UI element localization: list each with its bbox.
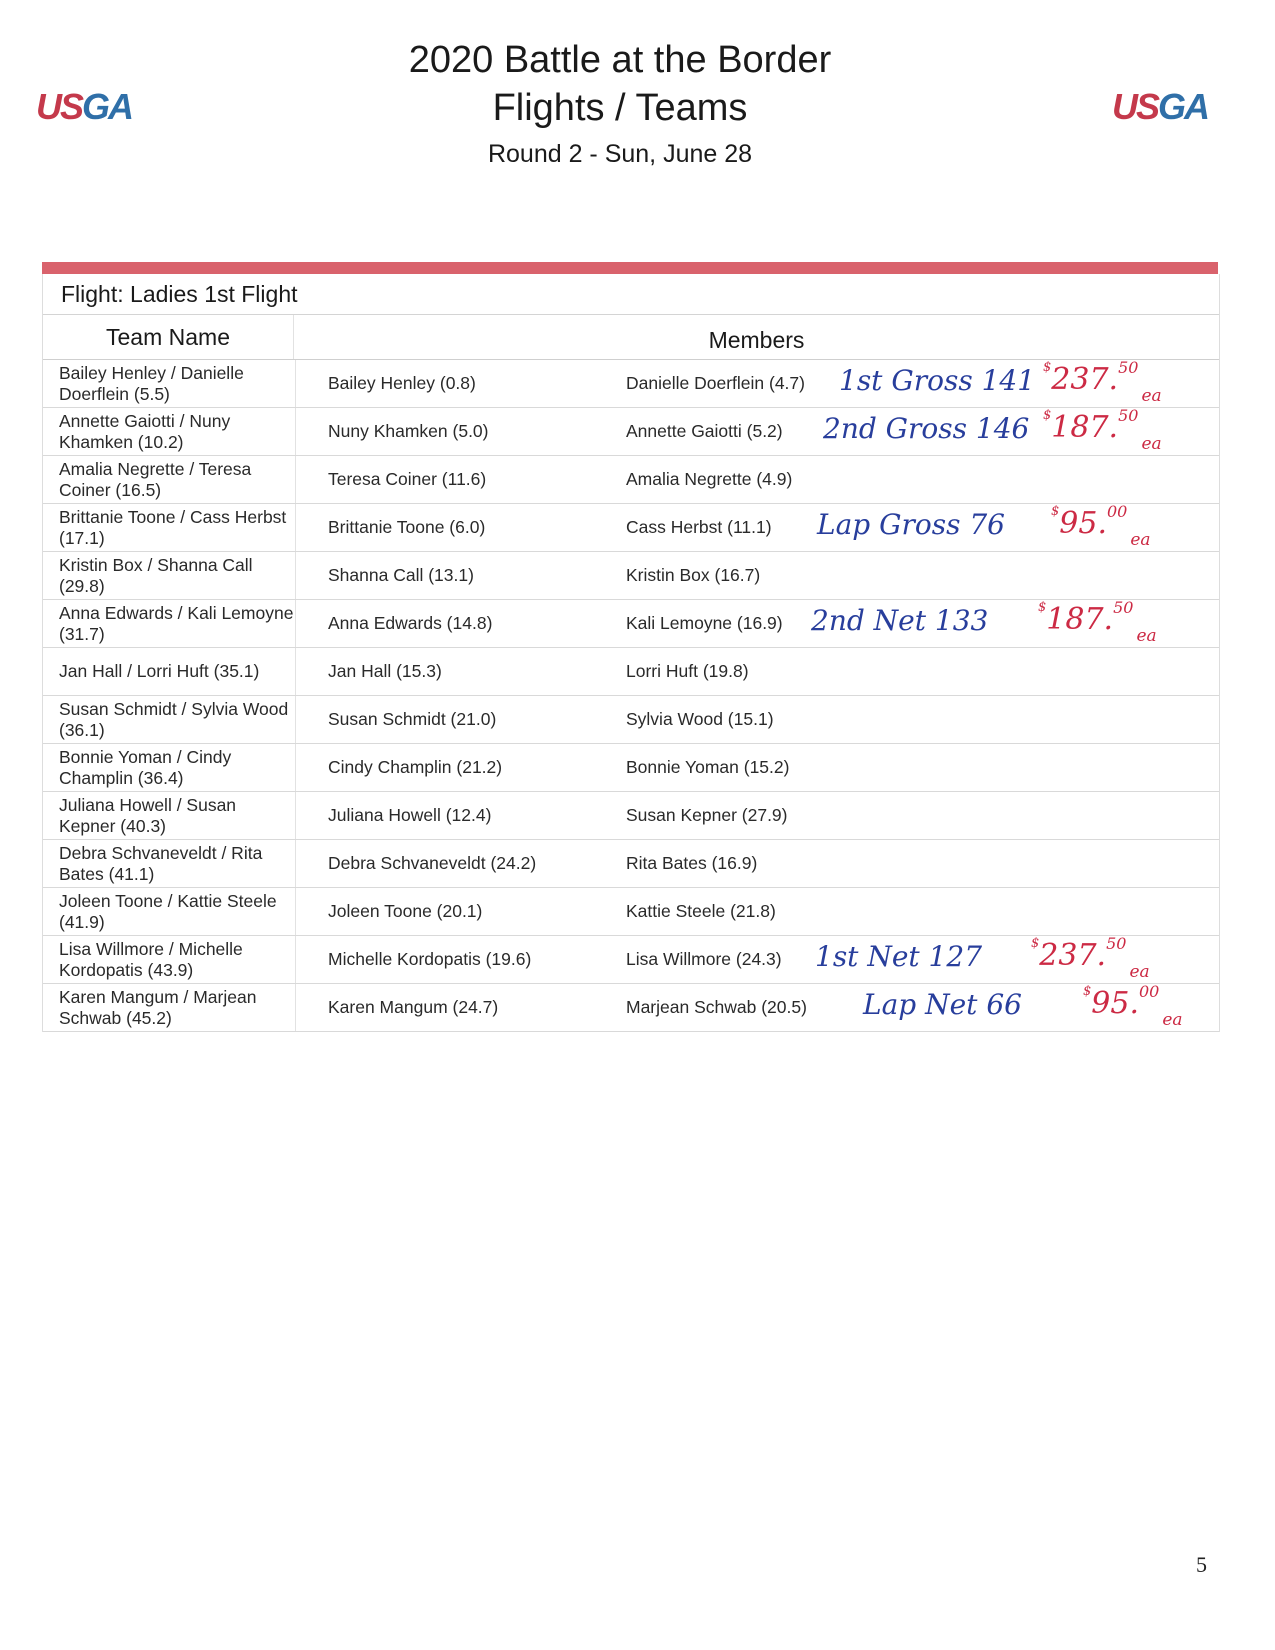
table-row [43, 888, 1219, 936]
member-2-cell: Lorri Huft (19.8) [626, 661, 749, 681]
team-name-cell [43, 360, 296, 407]
page-title-secondary: Flights / Teams [492, 87, 748, 129]
member-2-cell: Annette Gaiotti (5.2) [626, 421, 783, 441]
prize-cents: 00 [1139, 982, 1160, 1001]
member-2-cell: Cass Herbst (11.1) [626, 517, 772, 537]
team-name-cell [43, 888, 296, 935]
prize-cents: 50 [1106, 934, 1127, 953]
prize-cents: 50 [1113, 598, 1134, 617]
member-1-cell: Shanna Call (13.1) [328, 565, 474, 585]
member-1-cell: Anna Edwards (14.8) [328, 613, 493, 633]
prize-cents: 50 [1118, 358, 1139, 377]
member-2-cell: Susan Kepner (27.9) [626, 805, 788, 825]
prize-each-label: ea [1130, 530, 1151, 550]
handwritten-prize-amount [1051, 502, 1151, 550]
table-row [43, 600, 1219, 648]
team-name-text: Joleen Toone / Kattie Steele (41.9) [59, 890, 277, 932]
team-name-text: Bailey Henley / Danielle Doerflein (5.5) [59, 362, 244, 404]
team-name-cell [43, 696, 296, 743]
member-2-cell: Bonnie Yoman (15.2) [626, 757, 790, 777]
usga-logo-left: USGA [36, 86, 133, 127]
team-name-text: Kristin Box / Shanna Call (29.8) [59, 554, 253, 596]
team-name-text: Bonnie Yoman / Cindy Champlin (36.4) [59, 746, 232, 788]
dollar-sign: $ [1083, 984, 1092, 999]
table-row [43, 984, 1219, 1032]
table-body [43, 360, 1219, 1032]
dollar-sign: $ [1043, 408, 1052, 423]
dollar-sign: $ [1043, 360, 1052, 375]
handwritten-prize-amount [1083, 982, 1183, 1030]
page-title: 2020 Battle at the Border [408, 39, 832, 81]
member-2-cell: Kristin Box (16.7) [626, 565, 761, 585]
page-number: 5 [1196, 1552, 1207, 1577]
prize-cents: 50 [1118, 406, 1139, 425]
team-name-cell [43, 936, 296, 983]
handwritten-result-note: 2nd Net 133 [811, 604, 989, 637]
team-name-cell [43, 456, 296, 503]
handwritten-result-note: Lap Gross 76 [817, 508, 1005, 541]
prize-dollars: 237. [1039, 938, 1107, 973]
member-2-cell: Sylvia Wood (15.1) [626, 709, 774, 729]
flight-label: Flight: Ladies 1st Flight [43, 274, 1219, 315]
team-name-text: Anna Edwards / Kali Lemoyne (31.7) [59, 602, 294, 644]
member-1-cell: Michelle Kordopatis (19.6) [328, 949, 532, 969]
member-1-cell: Jan Hall (15.3) [328, 661, 442, 681]
round-subtitle: Round 2 - Sun, June 28 [487, 140, 753, 168]
team-name-text: Brittanie Toone / Cass Herbst (17.1) [59, 506, 287, 548]
member-2-cell: Marjean Schwab (20.5) [626, 997, 807, 1017]
team-name-cell [43, 504, 296, 551]
member-1-cell: Juliana Howell (12.4) [328, 805, 492, 825]
team-name-text: Lisa Willmore / Michelle Kordopatis (43.9) [59, 938, 243, 980]
prize-dollars: 95. [1059, 506, 1107, 541]
member-2-cell: Rita Bates (16.9) [626, 853, 758, 873]
team-name-header: Team Name [43, 315, 294, 359]
team-name-text: Annette Gaiotti / Nuny Khamken (10.2) [59, 410, 231, 452]
flight-table [42, 274, 1220, 1032]
team-name-cell [43, 744, 296, 791]
table-row [43, 360, 1219, 408]
table-row [43, 552, 1219, 600]
dollar-sign: $ [1031, 936, 1040, 951]
prize-dollars: 187. [1046, 602, 1114, 637]
prize-each-label: ea [1141, 386, 1162, 406]
team-name-text: Karen Mangum / Marjean Schwab (45.2) [59, 986, 257, 1028]
table-row [43, 936, 1219, 984]
table-row [43, 792, 1219, 840]
member-1-cell: Joleen Toone (20.1) [328, 901, 483, 921]
handwritten-prize-amount [1038, 598, 1157, 646]
member-2-cell: Kattie Steele (21.8) [626, 901, 776, 921]
member-1-cell: Debra Schvaneveldt (24.2) [328, 853, 537, 873]
prize-each-label: ea [1141, 434, 1162, 454]
member-1-cell: Karen Mangum (24.7) [328, 997, 499, 1017]
prize-dollars: 95. [1091, 986, 1139, 1021]
member-1-cell: Susan Schmidt (21.0) [328, 709, 497, 729]
handwritten-prize-amount [1031, 934, 1150, 982]
member-2-cell: Amalia Negrette (4.9) [626, 469, 793, 489]
handwritten-prize-amount [1043, 406, 1162, 454]
team-name-cell [43, 840, 296, 887]
prize-each-label: ea [1136, 626, 1157, 646]
member-1-cell: Teresa Coiner (11.6) [328, 469, 487, 489]
usga-logo-right: USGA [1112, 86, 1209, 127]
table-row [43, 696, 1219, 744]
table-row [43, 648, 1219, 696]
member-1-cell: Cindy Champlin (21.2) [328, 757, 503, 777]
header-bar [42, 262, 1218, 274]
team-name-cell [43, 408, 296, 455]
dollar-sign: $ [1051, 504, 1060, 519]
team-name-cell [43, 792, 296, 839]
table-row [43, 456, 1219, 504]
team-name-text: Amalia Negrette / Teresa Coiner (16.5) [59, 458, 252, 500]
member-2-cell: Lisa Willmore (24.3) [626, 949, 782, 969]
dollar-sign: $ [1038, 600, 1047, 615]
member-2-cell: Kali Lemoyne (16.9) [626, 613, 783, 633]
prize-dollars: 187. [1051, 410, 1119, 445]
prize-each-label: ea [1129, 962, 1150, 982]
table-row [43, 408, 1219, 456]
handwritten-prize-amount [1043, 358, 1162, 406]
table-header [43, 315, 1219, 360]
team-name-text: Jan Hall / Lorri Huft (35.1) [59, 661, 260, 681]
handwritten-result-note: 1st Net 127 [815, 940, 983, 973]
team-name-cell [43, 984, 296, 1031]
handwritten-result-note: 1st Gross 141 [839, 364, 1036, 397]
table-row [43, 744, 1219, 792]
team-name-text: Susan Schmidt / Sylvia Wood (36.1) [59, 698, 289, 740]
prize-cents: 00 [1107, 502, 1128, 521]
member-1-cell: Bailey Henley (0.8) [328, 373, 476, 393]
handwritten-result-note: 2nd Gross 146 [823, 412, 1030, 445]
member-1-cell: Brittanie Toone (6.0) [328, 517, 486, 537]
members-header: Members [708, 327, 805, 353]
table-row [43, 840, 1219, 888]
prize-each-label: ea [1162, 1010, 1183, 1030]
member-2-cell: Danielle Doerflein (4.7) [626, 373, 805, 393]
table-row [43, 504, 1219, 552]
title-block [300, 36, 940, 169]
team-name-cell [43, 648, 296, 695]
team-name-text: Debra Schvaneveldt / Rita Bates (41.1) [59, 842, 263, 884]
team-name-cell [43, 600, 296, 647]
handwritten-result-note: Lap Net 66 [863, 988, 1022, 1021]
team-name-cell [43, 552, 296, 599]
member-1-cell: Nuny Khamken (5.0) [328, 421, 489, 441]
prize-dollars: 237. [1051, 362, 1119, 397]
team-name-text: Juliana Howell / Susan Kepner (40.3) [59, 794, 237, 836]
